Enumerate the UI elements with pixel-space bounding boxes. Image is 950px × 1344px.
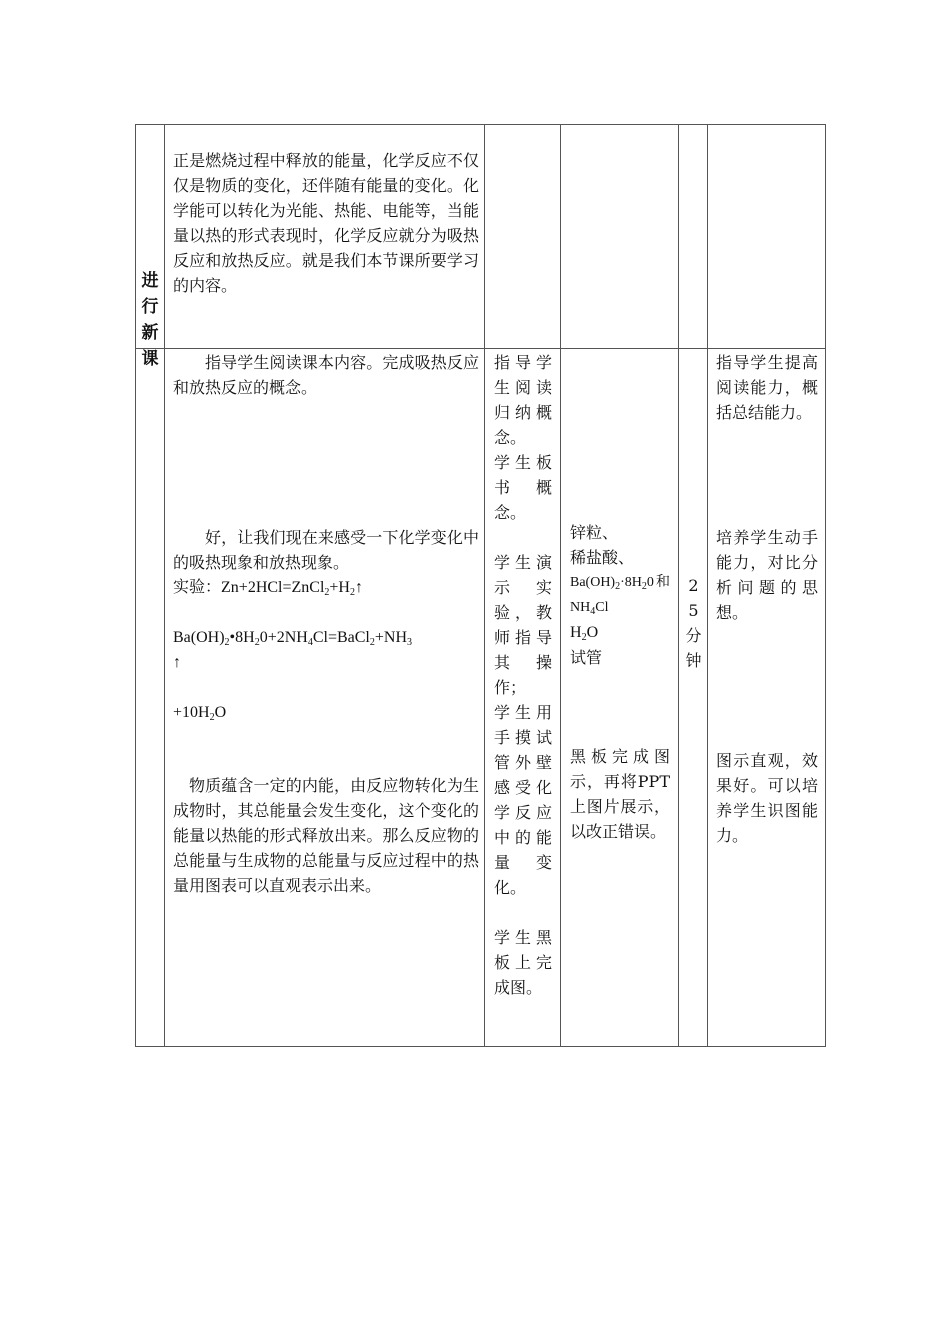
stage-label	[137, 268, 163, 372]
student-activity-cell	[494, 350, 552, 1000]
column-divider	[484, 124, 485, 1047]
column-divider	[678, 124, 679, 1047]
experiment-equation-1: 实验：$Zn+2HCl=ZnCl_2+H_2↑$	[173, 579, 363, 598]
student-activity-2: 学生板书概念。	[494, 453, 552, 522]
table-border-bottom	[135, 1046, 826, 1047]
content-paragraph-2: 好，让我们现在来感受一下化学变化中的吸热现象和放热现象。	[173, 528, 479, 572]
row1-content-text: 正是燃烧过程中释放的能量，化学反应不仅仅是物质的变化，还伴随有能量的变化。化学能可以转化为光能、热能、电能等，当能量以热的形式表现时，化学反应就分为吸热反应和放热反应。就是我们本节课所要学习的内容。	[173, 151, 479, 295]
column-divider	[164, 124, 165, 1047]
stage-char: 新	[141, 323, 159, 343]
design-intent-2: 培养学生动手能力，对比分析问题的思想。	[716, 528, 818, 622]
row1-content-cell	[173, 148, 479, 298]
materials-note: 黑板完成图示，再将PPT上图片展示，以改正错误。	[570, 747, 670, 841]
student-activity-5: 学生黑板上完成图。	[494, 928, 552, 997]
student-activity-4: 学生用手摸试管外壁感受化学反应中的能量变化。	[494, 703, 552, 897]
student-activity-3: 学生演示实验，教师指导其操作；	[494, 553, 552, 697]
stage-char: 行	[141, 297, 159, 317]
design-intent-1: 指导学生提高阅读能力，概括总结能力。	[716, 353, 818, 422]
material-water: $H_2O$	[570, 624, 599, 643]
time-cell: 2 5 分 钟	[685, 576, 702, 670]
student-activity-1: 指导学生阅读归纳概念。	[494, 353, 552, 447]
experiment-equation-3: $+10H_2O$	[173, 704, 227, 723]
material-barium-hydroxide: $Ba(OH)_2\cdot 8H_20$和$NH_4Cl$	[570, 575, 670, 617]
table-border-top	[135, 124, 826, 125]
column-divider	[560, 124, 561, 1047]
material-zinc: 锌粒、	[570, 523, 619, 542]
materials-cell	[570, 520, 670, 670]
experiment-equation-2: $Ba(OH)_2•8H_20+2NH_4Cl=BaCl_2+NH_3$ ↑	[173, 629, 413, 671]
table-border-left	[135, 124, 136, 1047]
material-hcl: 稀盐酸、	[570, 548, 635, 567]
table-border-right	[825, 124, 826, 1047]
content-paragraph-1: 指导学生阅读课本内容。完成吸热反应和放热反应的概念。	[173, 353, 479, 397]
row-divider	[135, 348, 826, 349]
material-test-tube: 试管	[570, 648, 603, 667]
column-divider	[707, 124, 708, 1047]
stage-char: 进	[141, 271, 159, 291]
stage-char: 课	[141, 349, 159, 369]
design-intent-3: 图示直观，效果好。可以培养学生识图能力。	[716, 751, 818, 845]
content-paragraph-3: 物质蕴含一定的内能，由反应物转化为生成物时，其总能量会发生变化，这个变化的能量以热能的形式释放出来。那么反应物的总能量与生成物的总能量与反应过程中的热量用图表可以直观表示出来。	[173, 776, 479, 895]
